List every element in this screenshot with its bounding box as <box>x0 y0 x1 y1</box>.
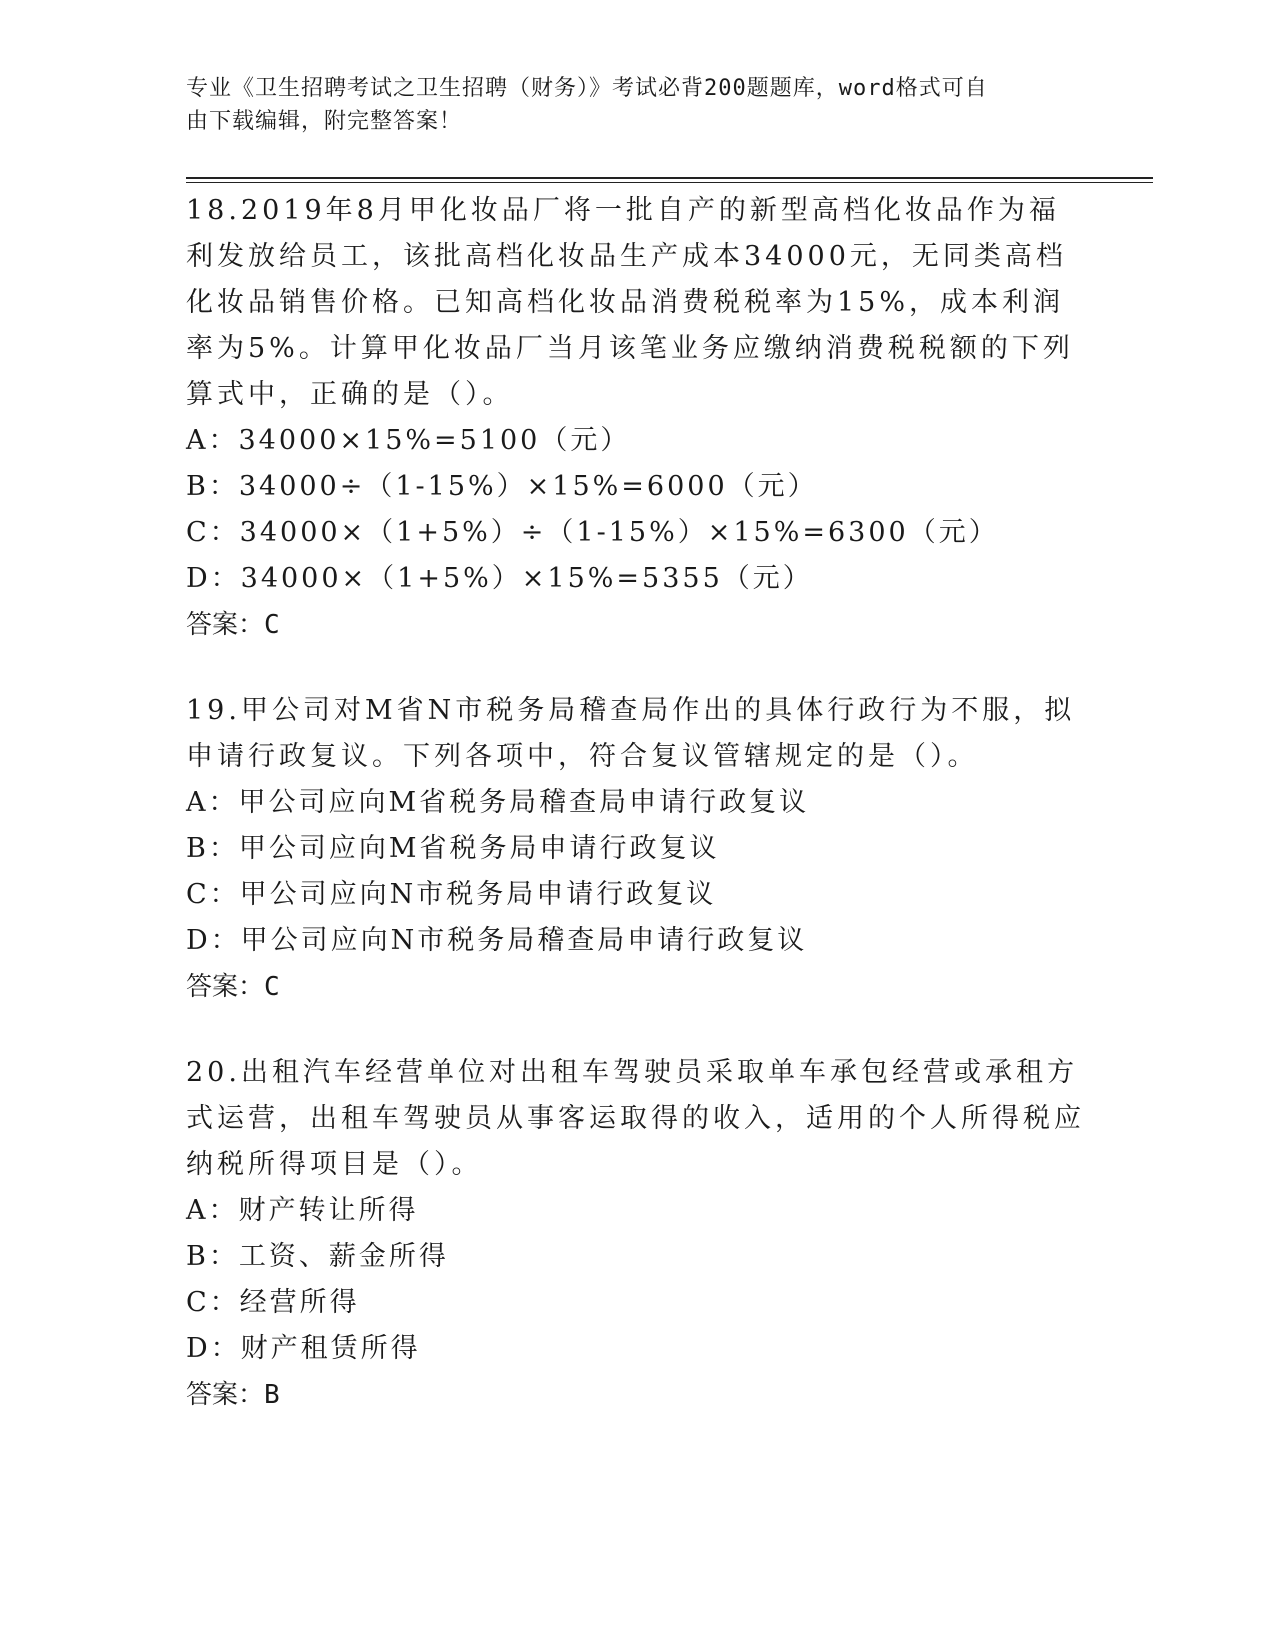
question-stem: 20.出租汽车经营单位对出租车驾驶员采取单车承包经营或承租方式运营，出租车驾驶员从事客运取得的收入，适用的个人所得税应纳税所得项目是（）。 <box>186 1057 1085 1180</box>
header-line-1: 专业《卫生招聘考试之卫生招聘（财务）》考试必背200题题库，word格式可自 <box>186 76 988 101</box>
question-stem: 19.甲公司对M省N市税务局稽查局作出的具体行政行为不服，拟申请行政复议。下列各项中，符合复议管辖规定的是（）。 <box>186 695 1076 772</box>
answer-label: 答案：C <box>186 610 280 640</box>
option-c: C：34000×（1+5%）÷（1-15%）×15%=6300（元） <box>186 517 999 548</box>
question-18 <box>186 188 1086 648</box>
question-20 <box>186 1050 1086 1418</box>
answer-label: 答案：B <box>186 1380 280 1410</box>
option-b: B：甲公司应向M省税务局申请行政复议 <box>186 833 720 864</box>
document-header <box>186 72 1066 138</box>
option-a: A：34000×15%=5100（元） <box>186 425 631 456</box>
header-divider-thin <box>186 182 1153 183</box>
option-b: B：34000÷（1-15%）×15%=6000（元） <box>186 471 818 502</box>
option-b: B：工资、薪金所得 <box>186 1241 449 1272</box>
option-d: D：财产租赁所得 <box>186 1333 421 1364</box>
option-a: A：甲公司应向M省税务局稽查局申请行政复议 <box>186 787 810 818</box>
header-line-2: 由下载编辑，附完整答案！ <box>186 109 463 134</box>
option-c: C：甲公司应向N市税务局申请行政复议 <box>186 879 717 910</box>
question-list <box>186 188 1086 1458</box>
answer-label: 答案：C <box>186 972 280 1002</box>
option-d: D：甲公司应向N市税务局稽查局申请行政复议 <box>186 925 808 956</box>
header-divider-thick <box>186 177 1153 179</box>
question-19 <box>186 688 1086 1010</box>
option-c: C：经营所得 <box>186 1287 360 1318</box>
option-a: A：财产转让所得 <box>186 1195 419 1226</box>
option-d: D：34000×（1+5%）×15%=5355（元） <box>186 563 813 594</box>
question-stem: 18.2019年8月甲化妆品厂将一批自产的新型高档化妆品作为福利发放给员工，该批高档化妆品生产成本34000元，无同类高档化妆品销售价格。已知高档化妆品消费税税率为15%，成本利润率为5%。计算甲化妆品厂当月该笔业务应缴纳消费税税额的下列算式中，正确的是（）。 <box>186 195 1074 410</box>
